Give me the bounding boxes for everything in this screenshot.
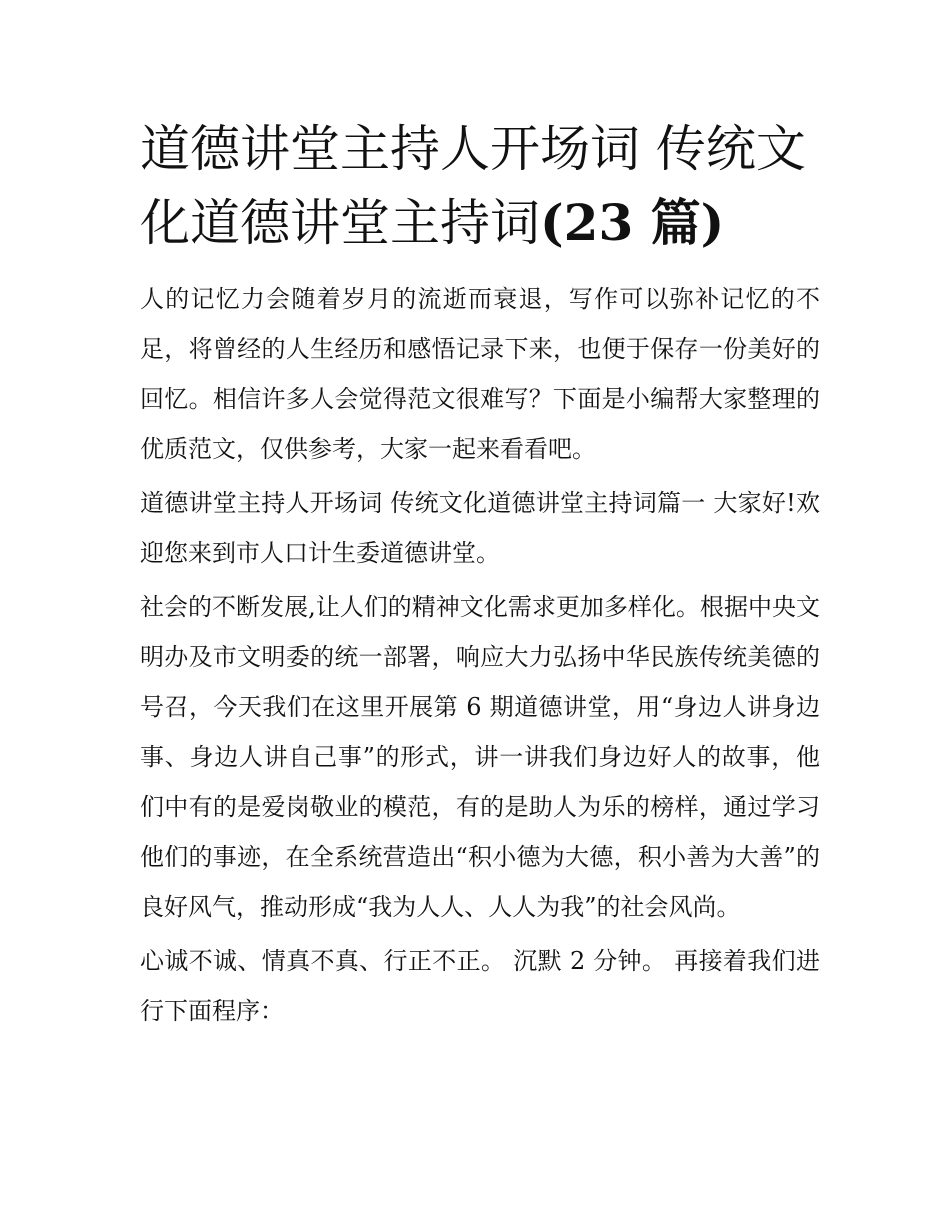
title-text: 道德讲堂主持人开场词 传统文化道德讲堂主持词 [140, 120, 806, 252]
paragraph-silence: 心诚不诚、情真不真、行正不正。 沉默 2 分钟。 再接着我们进行下面程序： [140, 947, 820, 1025]
paragraph-greeting: 道德讲堂主持人开场词 传统文化道德讲堂主持词篇一 大家好!欢迎您来到市人口计生委道德讲堂。 [140, 489, 820, 567]
document-body [140, 112, 820, 1040]
paragraph-intro: 人的记忆力会随着岁月的流逝而衰退，写作可以弥补记忆的不足，将曾经的人生经历和感悟记录下来，也便于保存一份美好的回忆。相信许多人会觉得范文很难写？下面是小编帮大家整理的优质范文，仅供参考，大家一起来看看吧。 [140, 285, 820, 463]
paragraph-background: 社会的不断发展,让人们的精神文化需求更加多样化。根据中央文明办及市文明委的统一部署，响应大力弘扬中华民族传统美德的号召，今天我们在这里开展第 6 期道德讲堂，用“身边人讲身边事、身边人讲自己事”的形式，讲一讲我们身边好人的故事，他们中有的是爱岗敬业的模范，有的是助人为乐的榜样，通过学习他们的事迹，在全系统营造出“积小德为大德，积小善为大善”的良好风气，推动形成“我为人人、人人为我”的社会风尚。 [140, 593, 820, 921]
title-count: (23 篇) [540, 193, 725, 252]
document-title [140, 112, 820, 260]
